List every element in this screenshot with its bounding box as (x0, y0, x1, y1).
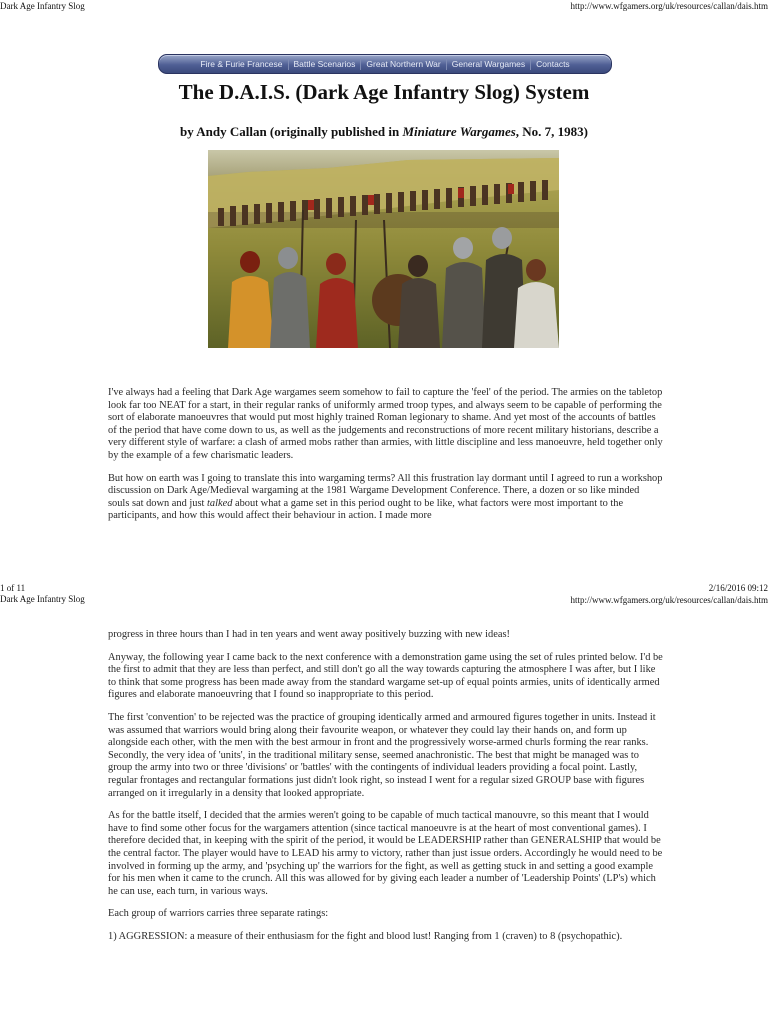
nav-link-battle-scenarios[interactable]: Battle Scenarios (289, 58, 362, 70)
print-datetime: 2/16/2016 09:12 (708, 583, 768, 593)
byline-prefix: by Andy Callan (originally published in (179, 124, 403, 139)
paragraph-workshop (108, 473, 663, 523)
battle-photo (208, 150, 559, 348)
paragraph-workshop-start: But how on earth was I going to translate this into wargaming terms? All this frustration lay dormant until I agreed to run a workshop discussion on Dark Age/Medieval wargaming at the 1981 Wargame Development Conference. There, a dozen or so like minded souls sat down and just (108, 472, 663, 509)
paragraph-ratings-intro: Each group of warriors carries three separate ratings: (108, 908, 329, 920)
nav-link-fire-furie[interactable]: Fire & Furie Francese (195, 58, 288, 70)
paragraph-demonstration: Anyway, the following year I came back to the next conference with a demonstration game using the set of rules printed below. I'd be the first to admit that they are less than perfect, and still don't go all the way towards capturing the atmosphere I was after, but I like to think that some progress has been made away from the standard wargame set-up of equal points armies, units of identically armed figures and elaborate manoeuvring that I found so inappropriate to this period. (108, 651, 663, 701)
page-number: 1 of 11 (0, 583, 26, 593)
battle-photo-image (208, 150, 559, 348)
byline-magazine: Miniature Wargames (402, 124, 516, 139)
paragraph-workshop-emphasis: talked (207, 497, 233, 509)
paragraph-aggression: 1) AGGRESSION: a measure of their enthusiasm for the fight and blood lust! Ranging from 1 (craven) to 8 (psychopathic). (108, 930, 623, 942)
nav-link-great-northern-war[interactable]: Great Northern War (361, 58, 446, 70)
site-navigation-bar (158, 54, 612, 74)
nav-link-general-wargames[interactable]: General Wargames (447, 58, 531, 70)
page-title: The D.A.I.S. (Dark Age Infantry Slog) System (178, 80, 590, 104)
header-title-page2: Dark Age Infantry Slog (0, 594, 85, 604)
byline-suffix: , No. 7, 1983) (515, 124, 589, 139)
paragraph-intro: I've always had a feeling that Dark Age wargames seem somehow to fail to capture the 'feel' of the period. The armies on the tabletop look far too NEAT for a start, in their regular ranks of uniformly armed troop types, and always seem to be capable of performing the sort of elaborate manoeuvres that would put most highly trained Roman legionary to shame. And yet most of the accounts of battles of the period that have come down to us, as well as the judgements and reconstructions of more recent military historians, describe a very different style of warfare: a clash of armed mobs rather than armies, with little discipline and less manoeuvre, held together only by the example of a few charismatic leaders. (108, 387, 663, 461)
paragraph-workshop-end: about what a game set in this period ought to be like, what factors were most important to the participants, and how this would affect their behaviour in action. I made more (108, 497, 624, 522)
paragraph-convention: The first 'convention' to be rejected was the practice of grouping identically armed and armoured figures together in units. Instead it was assumed that warriors would bring along their favourite weapon, or whatever they could lay their hands on, and form up alongside each other, with the men with the best armour in front and the progressively worse-armed churls forming the rear ranks. Secondly, the very idea of 'units', in the traditional military sense, seemed anachronistic. The best that might be managed was to group the army into two or three 'divisions' or 'battles' with the contingents of individual leaders providing a focal point. Lastly, regular frontages and rectangular formations just didn't look right, so instead I went for a regular sized GROUP base with figures arranged on it irregularly in a density that looked appropriate. (108, 711, 656, 799)
article-body-page1 (108, 387, 663, 533)
header-url: http://www.wfgamers.org/uk/resources/callan/dais.htm (570, 1, 768, 11)
header-url-page2: http://www.wfgamers.org/uk/resources/callan/dais.htm (570, 595, 768, 605)
paragraph-leadership: As for the battle itself, I decided that the armies weren't going to be capable of much tactical manouvre, so this meant that I would have to find some other focus for the wargamers attention (since tactical manoeuvre is at the heart of most conventional games). I therefore decided that, in keeping with the spirit of the period, it would be LEADERSHIP rather than GENERALSHIP that would be the central factor. The player would have to LEAD his army to victory, rather than just issue orders. Accordingly he would need to be involved in forming up the army, and 'psyching up' the warriors for the fight, as well as getting stuck in and setting a good example for his men when it came to the crunch. All this was allowed for by giving each leader a number of 'Leadership Points' (LP's) which he can use, each turn, in various ways. (108, 810, 663, 897)
header-title: Dark Age Infantry Slog (0, 1, 85, 11)
article-body-page2 (108, 629, 663, 953)
nav-link-contacts[interactable]: Contacts (536, 59, 570, 69)
paragraph-progress: progress in three hours than I had in ten years and went away positively buzzing with new ideas! (108, 629, 510, 640)
byline (0, 124, 768, 140)
